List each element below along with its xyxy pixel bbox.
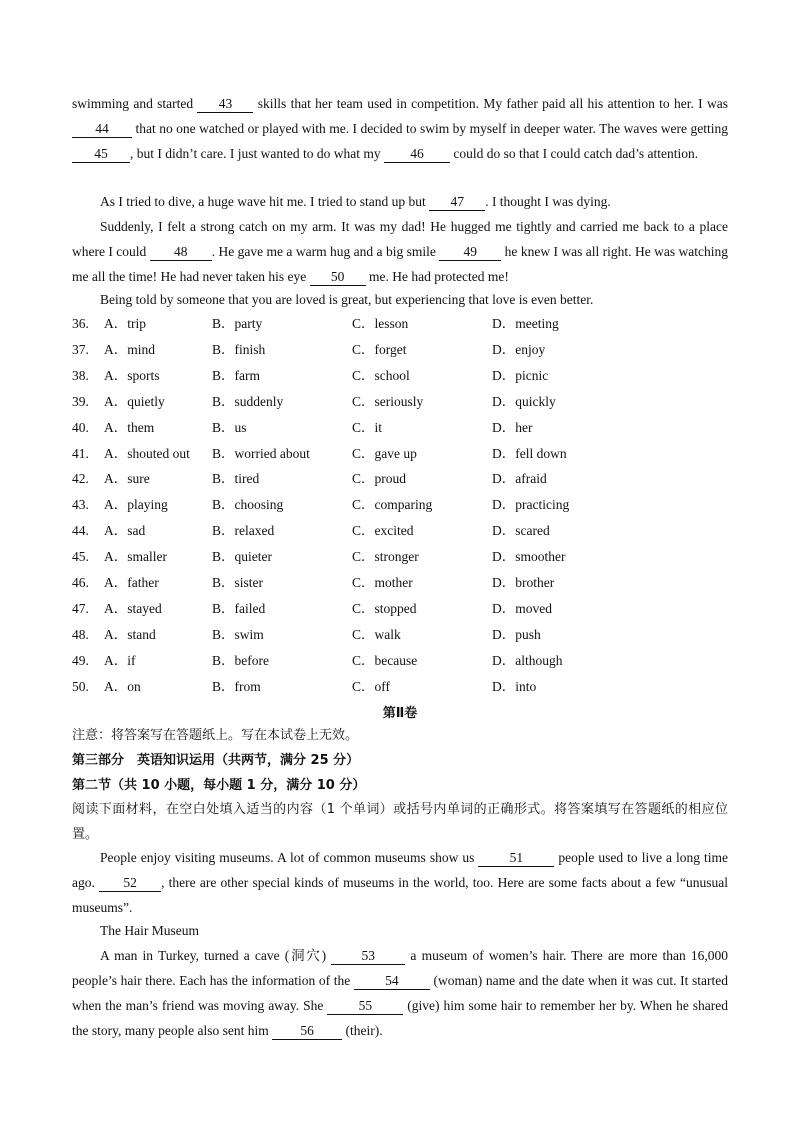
option-c: C．gave up	[352, 445, 417, 461]
question-number: 43.	[72, 497, 89, 513]
option-c: C．seriously	[352, 393, 424, 409]
text: Suddenly, I felt a strong catch on my arm. It was my dad! He hugged me tightly and carried me back to a place where I could	[72, 219, 728, 259]
option-d: D．afraid	[492, 471, 547, 487]
option-c: C．because	[352, 652, 418, 668]
option-d: D．her	[492, 419, 533, 435]
option-b: B．worried about	[212, 445, 310, 461]
option-b: B．farm	[212, 367, 260, 383]
option-c: C．school	[352, 367, 410, 383]
passage2-subtitle: The Hair Museum	[100, 923, 199, 938]
option-b: B．quieter	[212, 549, 272, 565]
option-a: A．sad	[104, 523, 146, 539]
option-c: C．stronger	[352, 549, 419, 565]
text: People enjoy visiting museums. A lot of common museums show us	[100, 850, 479, 865]
option-b: B．from	[212, 678, 261, 694]
passage2-paragraph-3	[72, 943, 728, 1043]
option-d: D．although	[492, 652, 563, 668]
option-b: B．suddenly	[212, 393, 284, 409]
option-row	[72, 518, 728, 544]
question-number: 49.	[72, 652, 89, 668]
option-row	[72, 622, 728, 648]
option-a: A．stayed	[104, 600, 162, 616]
blank-51: 51	[478, 850, 554, 867]
question-number: 41.	[72, 445, 89, 461]
question-number: 47.	[72, 600, 89, 616]
option-row	[72, 492, 728, 518]
option-d: D．smoother	[492, 549, 566, 565]
option-d: D．quickly	[492, 393, 556, 409]
blank-55: 55	[327, 998, 403, 1015]
option-b: B．party	[212, 316, 263, 331]
option-b: B．before	[212, 652, 269, 668]
option-a: A．sports	[104, 367, 160, 383]
option-c: C．lesson	[352, 316, 409, 331]
question-number: 37.	[72, 341, 89, 357]
text: (their).	[342, 1023, 383, 1038]
option-c: C．proud	[352, 471, 406, 487]
question-number: 48.	[72, 626, 89, 642]
option-d: D．into	[492, 678, 537, 694]
option-a: A．mind	[104, 341, 156, 357]
text: people used to live a long time ago.	[72, 850, 728, 890]
option-b: B．swim	[212, 626, 264, 642]
question-number: 46.	[72, 575, 89, 590]
option-b: B．failed	[212, 600, 266, 616]
option-d: D．push	[492, 626, 541, 642]
question-number: 45.	[72, 549, 89, 565]
option-a: A．quietly	[104, 393, 165, 409]
option-c: C．off	[352, 678, 391, 694]
text: As I tried to dive, a huge wave hit me. I tried to stand up but	[100, 194, 430, 209]
passage2-paragraph-1	[72, 845, 728, 920]
blank-54: 54	[354, 973, 430, 990]
question-number: 42.	[72, 471, 89, 487]
notice: 注意：将答案写在答题纸上。写在本试卷上无效。	[72, 728, 359, 743]
text: (give) him some hair to remember her by. When he shared the story, many people also sent him	[72, 998, 728, 1038]
section-title: 第Ⅱ卷	[382, 706, 418, 721]
passage1-paragraph-4: Being told by someone that you are loved is great, but experiencing that love is even better.	[100, 292, 594, 307]
option-a: A．them	[104, 419, 155, 435]
option-d: D．practicing	[492, 497, 570, 513]
text: that no one watched or played with me. I decided to swim by myself in deeper water. The waves were getting	[132, 121, 728, 136]
instruction: 阅读下面材料，在空白处填入适当的内容（1 个单词）或括号内单词的正确形式。将答案填写在答题纸的相应位置。	[72, 802, 728, 842]
passage1-paragraph-3	[72, 214, 728, 289]
part3-section2-heading: 第二节（共 10 小题，每小题 1 分，满分 10 分）	[72, 778, 366, 793]
option-c: C．mother	[352, 575, 413, 590]
blank-50: 50	[310, 269, 366, 286]
option-d: D．moved	[492, 600, 552, 616]
option-b: B．tired	[212, 471, 260, 487]
text: skills that her team used in competition. My father paid all his attention to her. I was	[253, 96, 728, 111]
part3-heading: 第三部分 英语知识运用（共两节，满分 25 分）	[72, 753, 360, 768]
option-b: B．relaxed	[212, 523, 275, 539]
text: A man in Turkey, turned a cave (洞穴)	[100, 948, 332, 963]
option-d: D．meeting	[492, 316, 559, 331]
blank-53: 53	[331, 948, 405, 965]
text: , but I didn’t care. I just wanted to do what my	[130, 146, 384, 161]
option-d: D．brother	[492, 575, 555, 590]
option-a: A．father	[104, 575, 159, 590]
option-c: C．comparing	[352, 497, 433, 513]
question-number: 44.	[72, 523, 89, 539]
option-c: C．it	[352, 419, 383, 435]
blank-47: 47	[429, 194, 485, 211]
option-row	[72, 544, 728, 570]
blank-46: 46	[384, 146, 450, 163]
option-b: B．us	[212, 419, 247, 435]
option-a: A．sure	[104, 471, 150, 487]
blank-43: 43	[197, 96, 253, 113]
blank-48: 48	[150, 244, 212, 261]
option-a: A．on	[104, 678, 141, 694]
question-number: 36.	[72, 316, 89, 331]
question-number: 50.	[72, 678, 89, 694]
blank-45: 45	[72, 146, 130, 163]
option-row	[72, 441, 728, 467]
blank-49: 49	[439, 244, 501, 261]
option-b: B．choosing	[212, 497, 284, 513]
text: . I thought I was dying.	[485, 194, 611, 209]
option-row	[72, 570, 728, 596]
option-d: D．picnic	[492, 367, 549, 383]
option-row	[72, 648, 728, 674]
passage1-paragraph-1	[72, 91, 728, 166]
text: . He gave me a warm hug and a big smile	[211, 244, 440, 259]
question-number: 38.	[72, 367, 89, 383]
option-row	[72, 415, 728, 441]
option-c: C．walk	[352, 626, 401, 642]
option-c: C．excited	[352, 523, 414, 539]
text: , there are other special kinds of museums in the world, too. Here are some facts about a few “unusual museums”.	[72, 875, 728, 915]
option-d: D．enjoy	[492, 341, 546, 357]
question-number: 40.	[72, 419, 89, 435]
option-a: A．trip	[104, 316, 146, 331]
text: swimming and started	[72, 96, 198, 111]
passage1-paragraph-2	[72, 189, 728, 214]
option-b: B．sister	[212, 575, 264, 590]
option-a: A．playing	[104, 497, 168, 513]
text: he knew I was all right. He was watching me all the time! He had never taken his eye	[72, 244, 729, 284]
blank-44: 44	[72, 121, 132, 138]
option-row	[72, 389, 728, 415]
option-row	[72, 466, 728, 492]
text: me. He had protected me!	[365, 269, 509, 284]
option-a: A．stand	[104, 626, 156, 642]
option-d: D．scared	[492, 523, 550, 539]
text: a museum of women’s hair. There are more than 16,000 people’s hair there. Each has the information of the	[72, 948, 728, 988]
blank-56: 56	[272, 1023, 342, 1040]
option-row	[72, 337, 728, 363]
blank-52: 52	[99, 875, 161, 892]
option-a: A．smaller	[104, 549, 167, 565]
option-row	[72, 596, 728, 622]
option-a: A．if	[104, 652, 136, 668]
option-c: C．forget	[352, 341, 407, 357]
question-number: 39.	[72, 393, 89, 409]
option-d: D．fell down	[492, 445, 567, 461]
option-row	[72, 363, 728, 389]
option-b: B．finish	[212, 341, 266, 357]
option-row	[72, 311, 728, 337]
option-a: A．shouted out	[104, 445, 190, 461]
option-row	[72, 674, 728, 700]
option-c: C．stopped	[352, 600, 417, 616]
text: (woman) name and the date when it was cut. It started when the man’s friend was moving away. She	[72, 973, 728, 1013]
text: could do so that I could catch dad’s attention.	[449, 146, 699, 161]
